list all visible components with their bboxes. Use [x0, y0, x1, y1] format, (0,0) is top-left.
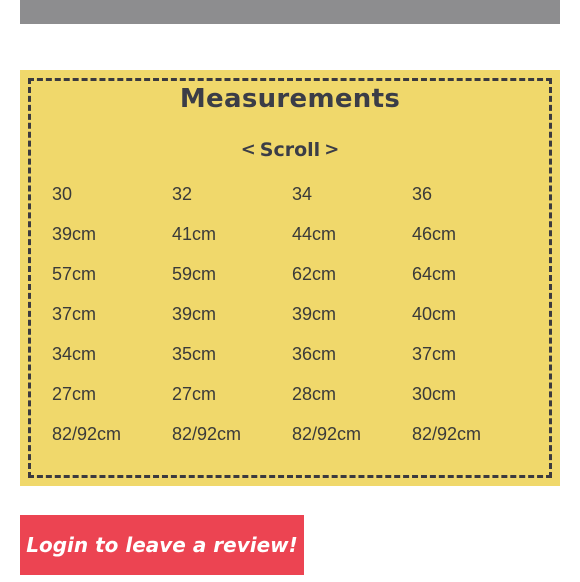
table-cell: 40cm	[412, 303, 457, 324]
table-row	[52, 214, 532, 254]
table-row	[52, 254, 532, 294]
chevron-right-icon[interactable]: >	[324, 139, 340, 160]
table-row	[52, 294, 532, 334]
table-cell: 82/92cm	[172, 423, 242, 444]
table-cell: 34	[292, 183, 313, 204]
table-cell: 82/92cm	[292, 423, 362, 444]
table-cell: 36	[412, 183, 433, 204]
table-cell: 34cm	[52, 343, 97, 364]
table-cell: 59cm	[172, 263, 217, 284]
table-cell: 35cm	[172, 343, 217, 364]
table-cell: 64cm	[412, 263, 457, 284]
table-cell: 44cm	[292, 223, 337, 244]
table-cell: 39cm	[52, 223, 97, 244]
table-cell: 39cm	[172, 303, 217, 324]
scroll-label: Scroll	[259, 138, 321, 161]
measurements-title: Measurements	[179, 84, 401, 114]
table-cell: 27cm	[52, 383, 97, 404]
table-cell: 30cm	[412, 383, 457, 404]
table-row	[52, 374, 532, 414]
scroll-control[interactable]	[20, 138, 560, 161]
table-cell: 37cm	[52, 303, 97, 324]
table-row	[52, 414, 532, 454]
measurements-table	[52, 174, 532, 454]
table-cell: 30	[52, 183, 73, 204]
table-cell: 57cm	[52, 263, 97, 284]
table-cell: 82/92cm	[52, 423, 122, 444]
table-cell: 27cm	[172, 383, 217, 404]
table-row	[52, 174, 532, 214]
login-review-button[interactable]: Login to leave a review!	[20, 515, 304, 575]
top-gray-bar	[20, 0, 560, 24]
table-cell: 46cm	[412, 223, 457, 244]
table-cell: 82/92cm	[412, 423, 482, 444]
table-cell: 41cm	[172, 223, 217, 244]
table-row	[52, 334, 532, 374]
chevron-left-icon[interactable]: <	[240, 139, 256, 160]
table-cell: 32	[172, 183, 193, 204]
table-cell: 37cm	[412, 343, 457, 364]
table-cell: 39cm	[292, 303, 337, 324]
table-cell: 62cm	[292, 263, 337, 284]
table-cell: 28cm	[292, 383, 337, 404]
measurements-card	[20, 70, 560, 486]
table-cell: 36cm	[292, 343, 337, 364]
